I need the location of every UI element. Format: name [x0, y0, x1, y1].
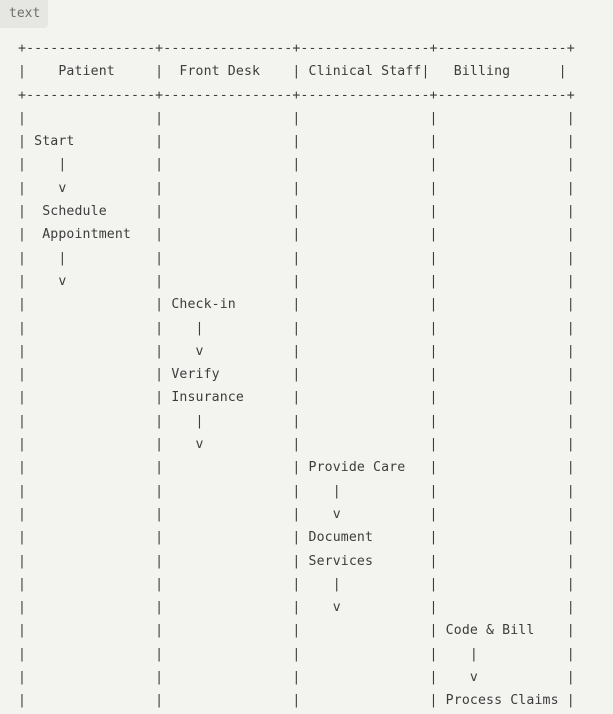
diagram-line: | | | Services | | — [18, 553, 575, 569]
diagram-border-header: +----------------+----------------+----------------+----------------+ — [18, 87, 575, 103]
diagram-line: | | | | | | — [18, 483, 575, 499]
diagram-line: | | | | | — [18, 110, 575, 126]
diagram-line: | | | | Process Claims | — [18, 693, 575, 709]
diagram-line: | Schedule | | | | — [18, 204, 575, 220]
diagram-line: | | Check-in | | | — [18, 297, 575, 313]
diagram-line: | | v | | | — [18, 343, 575, 359]
diagram-line: | Appointment | | | | — [18, 227, 575, 243]
diagram-line: | v | | | | — [18, 273, 575, 289]
diagram-line: | v | | | | — [18, 180, 575, 196]
diagram-line: | | | | | | — [18, 157, 575, 173]
diagram-line: | | | | | | — [18, 413, 575, 429]
diagram-line: | | | v | | — [18, 506, 575, 522]
diagram-line: | | | | | | — [18, 646, 575, 662]
diagram-line: | | | | | | — [18, 250, 575, 266]
diagram-line: | Start | | | | — [18, 134, 575, 150]
diagram-header-row: | Patient | Front Desk | Clinical Staff| Billing | — [18, 64, 567, 80]
diagram-line: | | | | | | — [18, 320, 575, 336]
diagram-line: | | | v | | — [18, 600, 575, 616]
language-label: text — [0, 0, 48, 28]
diagram-line: | | Verify | | | — [18, 367, 575, 383]
diagram-line: | | v | | | — [18, 437, 575, 453]
ascii-swimlane-diagram — [18, 37, 575, 713]
diagram-line: | | Insurance | | | — [18, 390, 575, 406]
diagram-line: | | | | | | — [18, 576, 575, 592]
diagram-line: | | | Document | | — [18, 530, 575, 546]
diagram-border-top: +----------------+----------------+----------------+----------------+ — [18, 41, 575, 56]
diagram-line: | | | Provide Care | | — [18, 460, 575, 476]
diagram-line: | | | | v | — [18, 670, 575, 686]
diagram-line: | | | | Code & Bill | — [18, 623, 575, 639]
